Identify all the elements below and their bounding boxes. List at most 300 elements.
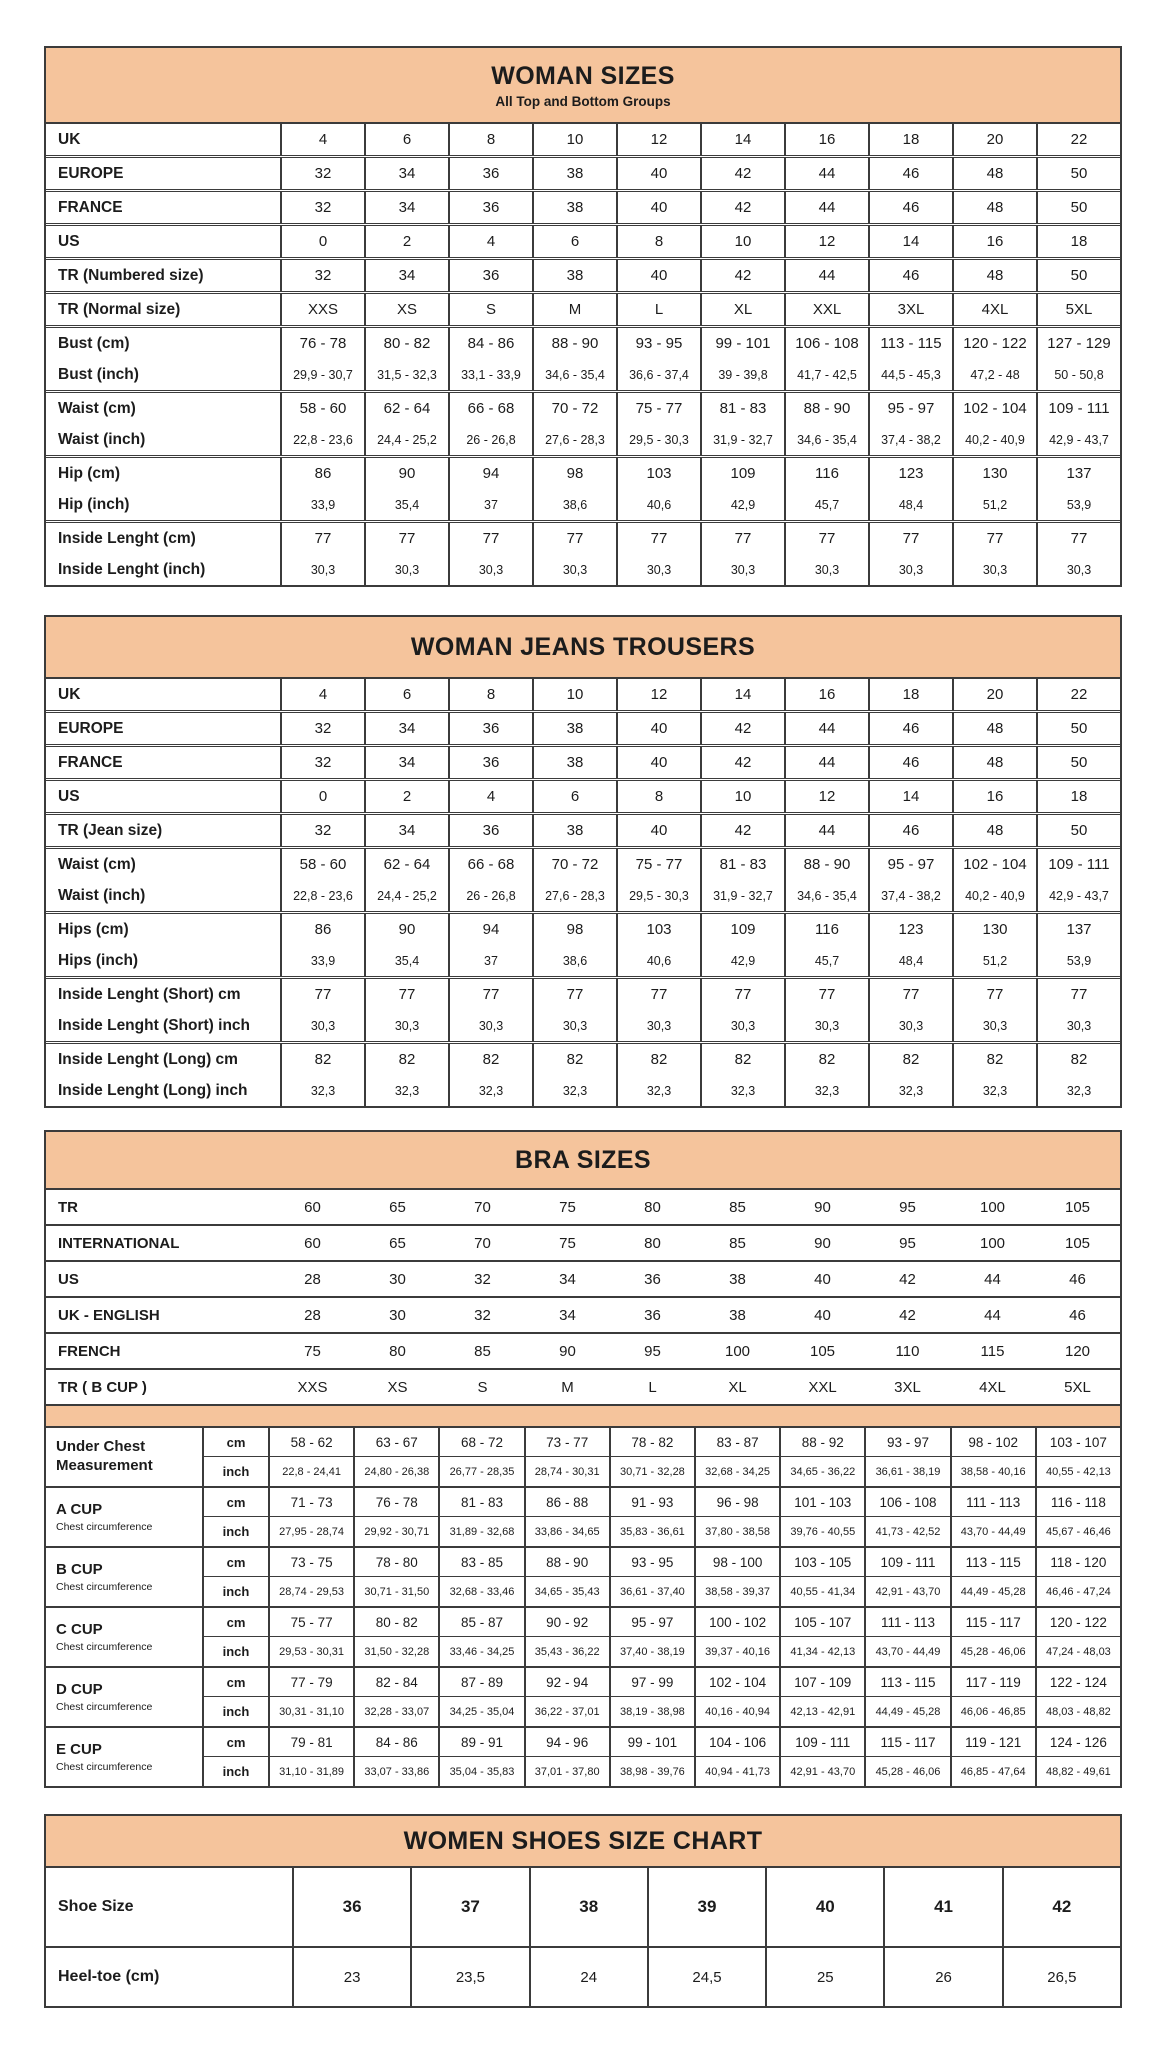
cell-value: 105 <box>1064 1234 1091 1252</box>
table-title: WOMAN JEANS TROUSERS <box>410 632 756 661</box>
cell-value: 27,95 - 28,74 <box>268 1517 353 1546</box>
bra-conversion-row <box>46 1296 1120 1332</box>
cell-value: 82 <box>700 1044 784 1075</box>
cup-label <box>46 1608 202 1666</box>
cell-value: 18 <box>1036 226 1120 257</box>
cell-value: 33,07 - 33,86 <box>353 1757 438 1786</box>
cell-value: 32 <box>280 192 364 223</box>
cell-value: 26,5 <box>1002 1948 1120 2006</box>
cell-value: 77 <box>1036 523 1120 554</box>
cell-value: 26 - 26,8 <box>448 424 532 455</box>
cell-value: 86 - 88 <box>524 1488 609 1517</box>
cell-value: 137 <box>1036 914 1120 945</box>
cell-value: 99 - 101 <box>609 1728 694 1757</box>
cell-value: 88 - 90 <box>784 849 868 880</box>
cell-value: 38 <box>532 713 616 744</box>
cell-value: 3XL <box>868 294 952 325</box>
cell-value: 32,3 <box>1036 1075 1120 1106</box>
cell-value: 89 - 91 <box>438 1728 523 1757</box>
bra-conversion-row <box>46 1332 1120 1368</box>
cell-value: 38 <box>532 815 616 846</box>
cell-value: 50 <box>1036 815 1120 846</box>
cell-value: 77 <box>532 979 616 1010</box>
cell-value: 32,3 <box>952 1075 1036 1106</box>
cell-value: 107 - 109 <box>779 1668 864 1697</box>
cell-value: 34,6 - 35,4 <box>784 880 868 911</box>
cell-value: 58 - 60 <box>280 393 364 424</box>
cell-value: 100 <box>724 1342 751 1360</box>
cell-value: 83 - 87 <box>694 1428 779 1457</box>
cell-value: 123 <box>868 458 952 489</box>
cell-value: 30,71 - 31,50 <box>353 1577 438 1606</box>
cell-value: 93 - 97 <box>864 1428 949 1457</box>
cell-value: 30,3 <box>700 554 784 585</box>
cell-value: 45,7 <box>784 489 868 520</box>
woman-sizes-table <box>44 46 1122 587</box>
row-label: TR (Jean size) <box>58 821 163 839</box>
cell-value: 82 <box>532 1044 616 1075</box>
cell-value: 81 - 83 <box>700 849 784 880</box>
cell-value: 73 - 75 <box>268 1548 353 1577</box>
cell-value: 40 <box>616 260 700 291</box>
row-group <box>46 846 1120 911</box>
cell-value: 77 <box>280 979 364 1010</box>
cell-value: 32 <box>280 158 364 189</box>
unit-label: inch <box>202 1517 268 1546</box>
table-row <box>46 124 1120 155</box>
cell-value: L <box>616 294 700 325</box>
cell-value: 70 <box>474 1234 491 1252</box>
cell-value: 105 - 107 <box>779 1608 864 1637</box>
cell-value: 28 <box>304 1270 321 1288</box>
cell-value: 42,9 - 43,7 <box>1036 424 1120 455</box>
cell-value: 28,74 - 30,31 <box>524 1457 609 1486</box>
cell-value: 40,94 - 41,73 <box>694 1757 779 1786</box>
cell-value: 34,6 - 35,4 <box>532 359 616 390</box>
cell-value: 45,7 <box>784 945 868 976</box>
cell-value: 77 <box>952 979 1036 1010</box>
cup-name: D CUP <box>56 1680 103 1698</box>
cell-value: S <box>448 294 532 325</box>
cell-value: 38 <box>532 158 616 189</box>
unit-label: cm <box>202 1608 268 1637</box>
cell-value: 46,85 - 47,64 <box>950 1757 1035 1786</box>
unit-label: inch <box>202 1577 268 1606</box>
woman-sizes-body <box>46 124 1120 585</box>
cell-value: 75 - 77 <box>616 849 700 880</box>
cell-value: 104 - 106 <box>694 1728 779 1757</box>
cell-value: 98 - 102 <box>950 1428 1035 1457</box>
cell-value: 27,6 - 28,3 <box>532 424 616 455</box>
cell-value: 39,37 - 40,16 <box>694 1637 779 1666</box>
cell-value: 39 - 39,8 <box>700 359 784 390</box>
cell-value: 48,82 - 49,61 <box>1035 1757 1120 1786</box>
cell-value: 4 <box>280 679 364 710</box>
cell-value: 50 - 50,8 <box>1036 359 1120 390</box>
cell-value: 30,3 <box>700 1010 784 1041</box>
cell-value: 85 <box>729 1198 746 1216</box>
cell-value: 45,28 - 46,06 <box>864 1757 949 1786</box>
cell-value: 22 <box>1036 679 1120 710</box>
row-group <box>46 520 1120 585</box>
cell-value: 102 - 104 <box>952 849 1036 880</box>
cell-value: 32,3 <box>364 1075 448 1106</box>
cell-value: 90 <box>814 1198 831 1216</box>
table-title: BRA SIZES <box>514 1145 652 1174</box>
cell-value: 75 <box>304 1342 321 1360</box>
cell-value: 32,68 - 33,46 <box>438 1577 523 1606</box>
table-row <box>46 1946 1120 2006</box>
cell-value: 94 <box>448 914 532 945</box>
cell-value: 103 - 107 <box>1035 1428 1120 1457</box>
cell-value: 16 <box>784 124 868 155</box>
cell-value: 130 <box>952 458 1036 489</box>
cell-value: 37 <box>448 945 532 976</box>
cell-value: 32,3 <box>616 1075 700 1106</box>
cell-value: XS <box>387 1378 408 1396</box>
cell-value: 18 <box>868 124 952 155</box>
cell-value: S <box>477 1378 488 1396</box>
cell-value: 42 <box>700 158 784 189</box>
table-title: WOMAN SIZES <box>491 61 675 90</box>
cell-value: 36,22 - 37,01 <box>524 1697 609 1726</box>
cell-value: 80 - 82 <box>364 328 448 359</box>
cell-value: 32,3 <box>868 1075 952 1106</box>
cell-value: 109 <box>700 914 784 945</box>
row-group <box>46 1041 1120 1106</box>
cell-value: 40 <box>616 815 700 846</box>
bra-conversion-row <box>46 1368 1120 1404</box>
cell-value: 113 - 115 <box>864 1668 949 1697</box>
cell-value: 75 <box>559 1198 576 1216</box>
cell-value: 66 - 68 <box>448 849 532 880</box>
cell-value: 51,2 <box>952 489 1036 520</box>
row-group <box>46 257 1120 291</box>
cup-name: E CUP <box>56 1740 102 1758</box>
cell-value: 34,65 - 36,22 <box>779 1457 864 1486</box>
cell-value: 102 - 104 <box>694 1668 779 1697</box>
cell-value: 100 <box>979 1198 1006 1216</box>
cell-value: 32,68 - 34,25 <box>694 1457 779 1486</box>
cell-value: 38 <box>532 747 616 778</box>
cell-value: 82 <box>952 1044 1036 1075</box>
cell-value: 32 <box>474 1270 491 1288</box>
cell-value: 30,3 <box>448 1010 532 1041</box>
cell-value: 30,3 <box>532 1010 616 1041</box>
cell-value: 88 - 92 <box>779 1428 864 1457</box>
cell-value: 77 <box>616 523 700 554</box>
cell-value: 8 <box>616 781 700 812</box>
cell-value: 42 <box>700 815 784 846</box>
cell-value: 82 - 84 <box>353 1668 438 1697</box>
cell-value: 78 - 82 <box>609 1428 694 1457</box>
cell-value: 77 <box>616 979 700 1010</box>
cell-value: M <box>532 294 616 325</box>
cell-value: 124 - 126 <box>1035 1728 1120 1757</box>
table-row <box>46 523 1120 554</box>
table-row <box>46 328 1120 359</box>
cell-value: 117 - 119 <box>950 1668 1035 1697</box>
cell-value: 36 <box>448 192 532 223</box>
cell-value: 4 <box>448 781 532 812</box>
cup-row-group <box>46 1546 1120 1606</box>
row-group <box>46 390 1120 455</box>
cup-sublabel: Chest circumference <box>56 1641 153 1654</box>
cell-value: 48 <box>952 260 1036 291</box>
cell-value: 93 - 95 <box>616 328 700 359</box>
cell-value: 53,9 <box>1036 945 1120 976</box>
cell-value: 38 <box>529 1868 647 1946</box>
cell-value: 53,9 <box>1036 489 1120 520</box>
cell-value: 36 <box>448 158 532 189</box>
cell-value: XXL <box>808 1378 837 1396</box>
cell-value: 30,3 <box>1036 554 1120 585</box>
cell-value: 41,73 - 42,52 <box>864 1517 949 1546</box>
cell-value: 34 <box>364 815 448 846</box>
cell-value: 37,4 - 38,2 <box>868 880 952 911</box>
cell-value: 30 <box>389 1270 406 1288</box>
cell-value: 36 <box>448 713 532 744</box>
cell-value: 30,3 <box>952 554 1036 585</box>
cell-value: 24,4 - 25,2 <box>364 880 448 911</box>
bra-header <box>46 1132 1120 1190</box>
cell-value: 44,5 - 45,3 <box>868 359 952 390</box>
cell-value: 77 <box>532 523 616 554</box>
cell-value: 34,25 - 35,04 <box>438 1697 523 1726</box>
cup-name: Under Chest Measurement <box>56 1438 153 1474</box>
row-label: Inside Lenght (cm) <box>58 529 196 547</box>
cell-value: 75 <box>559 1234 576 1252</box>
cell-value: 42,13 - 42,91 <box>779 1697 864 1726</box>
cell-value: 18 <box>1036 781 1120 812</box>
cell-value: 85 <box>729 1234 746 1252</box>
cup-label <box>46 1488 202 1546</box>
cell-value: 29,5 - 30,3 <box>616 880 700 911</box>
cell-value: 30,3 <box>280 554 364 585</box>
cell-value: 42 <box>1002 1868 1120 1946</box>
cell-value: 30,3 <box>280 1010 364 1041</box>
row-group <box>46 124 1120 155</box>
cell-value: 30,3 <box>868 554 952 585</box>
cell-value: 42,9 <box>700 945 784 976</box>
cup-label <box>46 1428 202 1486</box>
cell-value: 77 <box>364 523 448 554</box>
cell-value: 78 - 80 <box>353 1548 438 1577</box>
cell-value: 48 <box>952 815 1036 846</box>
cell-value: 77 <box>280 523 364 554</box>
cell-value: 48 <box>952 713 1036 744</box>
cell-value: 30,71 - 32,28 <box>609 1457 694 1486</box>
cell-value: 42 <box>700 192 784 223</box>
cell-value: 30,31 - 31,10 <box>268 1697 353 1726</box>
unit-label: cm <box>202 1668 268 1697</box>
cell-value: 99 - 101 <box>700 328 784 359</box>
cell-value: 30,3 <box>616 1010 700 1041</box>
cell-value: 85 <box>474 1342 491 1360</box>
cell-value: 105 <box>1064 1198 1091 1216</box>
row-group <box>46 291 1120 325</box>
table-row <box>46 260 1120 291</box>
cell-value: 48 <box>952 158 1036 189</box>
cup-name: C CUP <box>56 1620 103 1638</box>
row-label: Inside Lenght (Long) cm <box>58 1050 238 1068</box>
row-label: UK <box>58 130 81 148</box>
cell-value: 62 - 64 <box>364 849 448 880</box>
row-label: Inside Lenght (Short) cm <box>58 985 241 1003</box>
cup-name: A CUP <box>56 1500 103 1518</box>
row-group <box>46 744 1120 778</box>
cell-value: 46 <box>1069 1270 1086 1288</box>
row-group <box>46 189 1120 223</box>
cell-value: 4 <box>280 124 364 155</box>
cell-value: 38 <box>729 1306 746 1324</box>
cell-value: 34,6 - 35,4 <box>784 424 868 455</box>
shoes-header <box>46 1816 1120 1868</box>
row-label: TR (Normal size) <box>58 300 181 318</box>
cell-value: 50 <box>1036 747 1120 778</box>
cell-value: 113 - 115 <box>868 328 952 359</box>
cell-value: 95 <box>899 1234 916 1252</box>
row-label: FRENCH <box>58 1342 121 1360</box>
cell-value: 77 <box>1036 979 1120 1010</box>
cell-value: 87 - 89 <box>438 1668 523 1697</box>
cell-value: 62 - 64 <box>364 393 448 424</box>
bra-conversion-rows <box>46 1190 1120 1404</box>
cell-value: 16 <box>952 781 1036 812</box>
cell-value: 58 - 60 <box>280 849 364 880</box>
cell-value: 103 <box>616 914 700 945</box>
cell-value: 40 <box>616 713 700 744</box>
cell-value: 26,77 - 28,35 <box>438 1457 523 1486</box>
cell-value: 40 <box>765 1868 883 1946</box>
cell-value: 120 <box>1064 1342 1091 1360</box>
cell-value: 88 - 90 <box>524 1548 609 1577</box>
cell-value: M <box>561 1378 574 1396</box>
cell-value: 32 <box>280 815 364 846</box>
cell-value: 42,9 - 43,7 <box>1036 880 1120 911</box>
cell-value: 34 <box>559 1306 576 1324</box>
cell-value: 38,58 - 39,37 <box>694 1577 779 1606</box>
cell-value: 120 - 122 <box>952 328 1036 359</box>
cell-value: 30,3 <box>364 554 448 585</box>
cell-value: 44 <box>984 1270 1001 1288</box>
cell-value: 73 - 77 <box>524 1428 609 1457</box>
cell-value: 31,89 - 32,68 <box>438 1517 523 1546</box>
cell-value: 40 <box>616 192 700 223</box>
cell-value: 30 <box>389 1306 406 1324</box>
cell-value: 90 <box>364 458 448 489</box>
cell-value: 95 - 97 <box>868 393 952 424</box>
cell-value: 32 <box>474 1306 491 1324</box>
cell-value: 81 - 83 <box>700 393 784 424</box>
cell-value: 42 <box>899 1270 916 1288</box>
cell-value: 14 <box>868 781 952 812</box>
cell-value: 6 <box>364 124 448 155</box>
cell-value: 84 - 86 <box>353 1728 438 1757</box>
cell-value: 46 <box>868 713 952 744</box>
separator-band <box>46 1404 1120 1428</box>
cell-value: 32 <box>280 747 364 778</box>
bra-sizes-table <box>44 1130 1122 1788</box>
cell-value: 26 - 26,8 <box>448 880 532 911</box>
cell-value: 103 <box>616 458 700 489</box>
cell-value: 81 - 83 <box>438 1488 523 1517</box>
cell-value: 48 <box>952 192 1036 223</box>
cell-value: 77 <box>868 523 952 554</box>
cell-value: 77 <box>952 523 1036 554</box>
cell-value: 36 <box>644 1306 661 1324</box>
table-row <box>46 1010 1120 1041</box>
cell-value: 115 - 117 <box>864 1728 949 1757</box>
cell-value: 31,50 - 32,28 <box>353 1637 438 1666</box>
cell-value: 105 <box>809 1342 836 1360</box>
cell-value: 38,58 - 40,16 <box>950 1457 1035 1486</box>
cell-value: 77 - 79 <box>268 1668 353 1697</box>
cell-value: 22,8 - 23,6 <box>280 880 364 911</box>
cell-value: 80 - 82 <box>353 1608 438 1637</box>
cell-value: 38 <box>729 1270 746 1288</box>
cell-value: 40 <box>616 747 700 778</box>
row-label: Bust (inch) <box>58 365 139 383</box>
bra-conversion-row <box>46 1224 1120 1260</box>
cell-value: 8 <box>448 124 532 155</box>
cell-value: XXS <box>280 294 364 325</box>
cell-value: 76 - 78 <box>280 328 364 359</box>
cell-value: 48,03 - 48,82 <box>1035 1697 1120 1726</box>
cell-value: 109 - 111 <box>779 1728 864 1757</box>
cup-row-group <box>46 1726 1120 1786</box>
cell-value: 80 <box>389 1342 406 1360</box>
cell-value: 36 <box>448 747 532 778</box>
cell-value: 82 <box>868 1044 952 1075</box>
cell-value: 30,3 <box>868 1010 952 1041</box>
table-row <box>46 458 1120 489</box>
table-row <box>46 158 1120 189</box>
cell-value: 92 - 94 <box>524 1668 609 1697</box>
cell-value: 6 <box>532 226 616 257</box>
row-label: INTERNATIONAL <box>58 1234 180 1252</box>
cell-value: 36 <box>644 1270 661 1288</box>
cell-value: 44 <box>784 747 868 778</box>
cell-value: 46 <box>868 192 952 223</box>
cell-value: 70 <box>474 1198 491 1216</box>
cell-value: 16 <box>784 679 868 710</box>
cell-value: 40,16 - 40,94 <box>694 1697 779 1726</box>
cell-value: 29,5 - 30,3 <box>616 424 700 455</box>
cell-value: 31,9 - 32,7 <box>700 424 784 455</box>
cell-value: 44,49 - 45,28 <box>864 1697 949 1726</box>
cell-value: 119 - 121 <box>950 1728 1035 1757</box>
table-row <box>46 393 1120 424</box>
unit-label: cm <box>202 1728 268 1757</box>
cell-value: 12 <box>616 124 700 155</box>
cell-value: 94 - 96 <box>524 1728 609 1757</box>
cell-value: 0 <box>280 226 364 257</box>
cell-value: 28 <box>304 1306 321 1324</box>
cell-value: 41 <box>883 1868 1001 1946</box>
cell-value: 50 <box>1036 192 1120 223</box>
cell-value: 37 <box>410 1868 528 1946</box>
cell-value: 6 <box>364 679 448 710</box>
cell-value: 5XL <box>1036 294 1120 325</box>
cell-value: 98 <box>532 458 616 489</box>
cell-value: 30,3 <box>784 554 868 585</box>
cell-value: 90 <box>814 1234 831 1252</box>
cell-value: 22,8 - 23,6 <box>280 424 364 455</box>
cup-sublabel: Chest circumference <box>56 1521 153 1534</box>
cell-value: 77 <box>784 523 868 554</box>
cell-value: 42 <box>700 747 784 778</box>
